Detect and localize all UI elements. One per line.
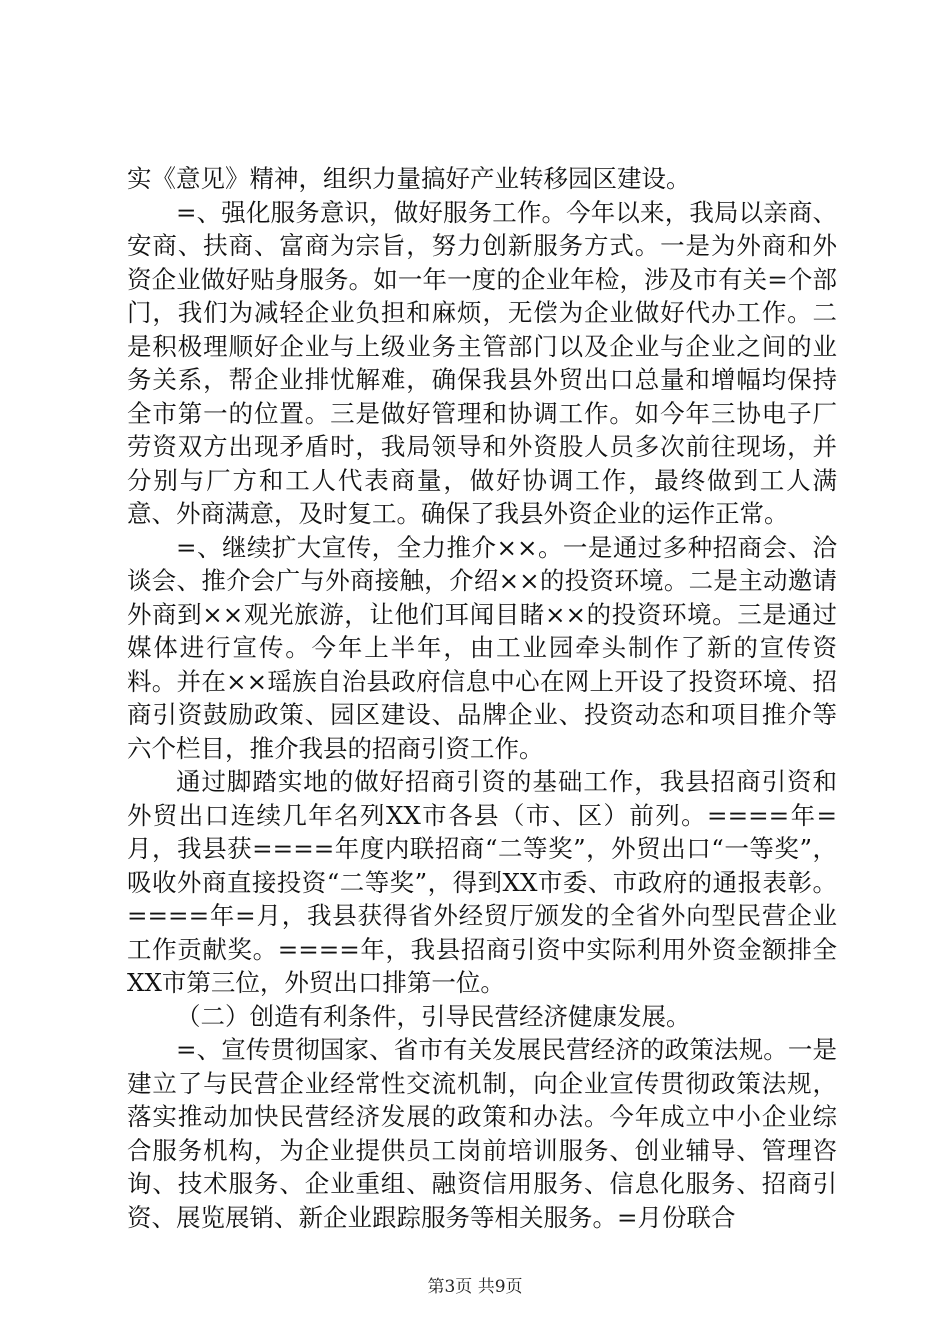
paragraph-promotion: =、继续扩大宣传，全力推介××。一是通过多种招商会、洽谈会、推介会广与外商接触，介绍××的投资环境。二是主动邀请外商到××观光旅游，让他们耳闻目睹××的投资环境。三是通过媒体进行宣传。今年上半年，由工业园牵头制作了新的宣传资料。并在××瑶族自治县政府信息中心在网上开设了投资环境、招商引资鼓励政策、园区建设、品牌企业、投资动态和项目推介等六个栏目，推介我县的招商引资工作。 — [127, 532, 837, 763]
paragraph-service: =、强化服务意识，做好服务工作。今年以来，我局以亲商、安商、扶商、富商为宗旨，努力创新服务方式。一是为外商和外资企业做好贴身服务。如一年一度的企业年检，涉及市有关=个部门，我们为减轻企业负担和麻烦，无偿为企业做好代办工作。二是积极理顺好企业与上级业务主管部门以及企业与企业之间的业务关系，帮企业排忧解难，确保我县外贸出口总量和增幅均保持全市第一的位置。三是做好管理和协调工作。如今年三协电子厂劳资双方出现矛盾时，我局领导和外资股人员多次前往现场，并分别与厂方和工人代表商量，做好协调工作，最终做到工人满意、外商满意，及时复工。确保了我县外资企业的运作正常。 — [127, 197, 837, 528]
paragraph-achievements: 通过脚踏实地的做好招商引资的基础工作，我县招商引资和外贸出口连续几年名列XX市各县（市、区）前列。====年=月，我县获====年度内联招商“二等奖”，外贸出口“一等奖”，吸收外商直接投资“二等奖”，得到XX市委、市政府的通报表彰。====年=月，我县获得省外经贸厅颁发的全省外向型民营企业工作贡献奖。====年，我县招商引资中实际利用外资金额排全XX市第三位，外贸出口排第一位。 — [127, 767, 837, 997]
section-heading: （二）创造有利条件，引导民营经济健康发展。 — [176, 1001, 691, 1031]
page-number-footer: 第3页 共9页 — [427, 1277, 523, 1297]
paragraph-policy: =、宣传贯彻国家、省市有关发展民营经济的政策法规。一是建立了与民营企业经常性交流机制，向企业宣传贯彻政策法规，落实推动加快民营经济发展的政策和办法。今年成立中小企业综合服务机构，为企业提供员工岗前培训服务、创业辅导、管理咨询、技术服务、企业重组、融资信用服务、信息化服务、招商引资、展览展销、新企业跟踪服务等相关服务。=月份联合 — [127, 1035, 837, 1232]
paragraph-continuation: 实《意见》精神，组织力量搞好产业转移园区建设。 — [127, 164, 691, 193]
document-body — [127, 162, 837, 1234]
